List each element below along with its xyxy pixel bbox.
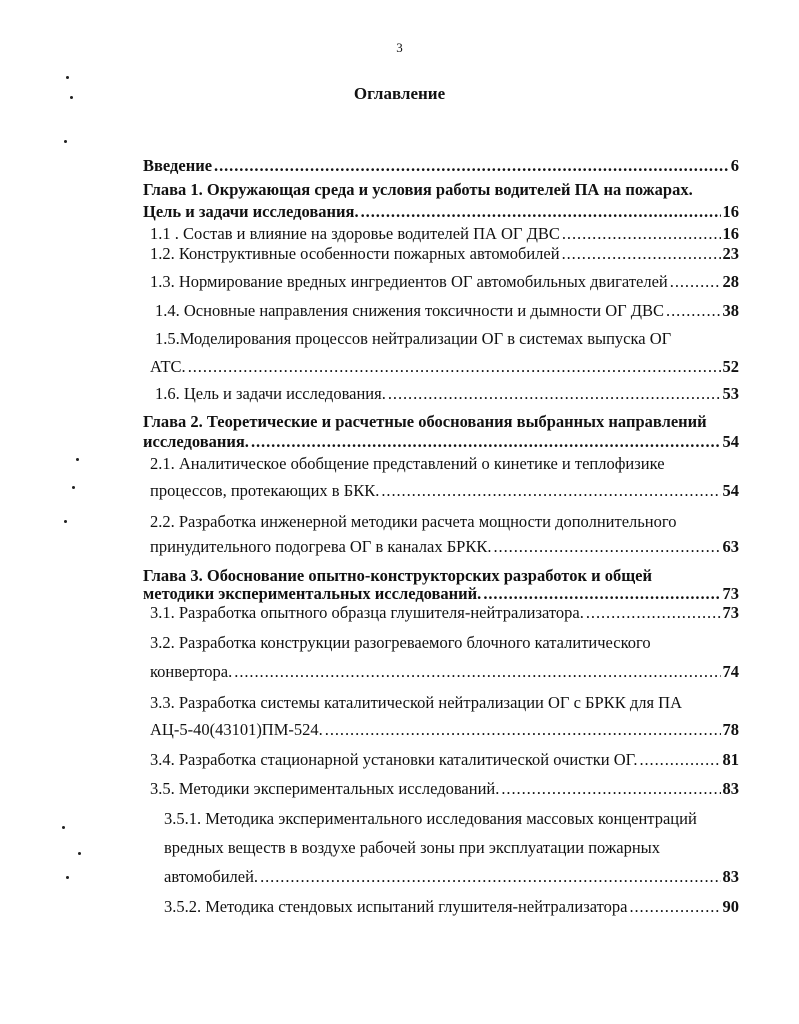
leader-dots (562, 244, 721, 264)
toc-entry-text: 3.2. Разработка конструкции разогреваемого блочного каталитического (150, 633, 651, 652)
toc-entry-text: 2.2. Разработка инженерной методики расчета мощности дополнительного (150, 512, 677, 531)
toc-entry-page: 73 (722, 584, 739, 603)
toc-entry-text: АТС. (150, 357, 186, 376)
toc-section-2-2 (150, 537, 739, 557)
toc-entry-text: АЦ-5-40(43101)ПМ-524. (150, 720, 323, 739)
leader-dots (234, 662, 720, 682)
leader-dots (483, 584, 720, 604)
toc-section-3-5-1-title (164, 809, 739, 829)
toc-entry-page: 73 (722, 603, 739, 622)
toc-section-1-4 (155, 301, 739, 321)
toc-entry-text: 3.1. Разработка опытного образца глушителя-нейтрализатора. (150, 603, 584, 622)
toc-entry-text: 1.2. Конструктивные особенности пожарных автомобилей (150, 244, 560, 263)
toc-section-3-1 (150, 603, 739, 623)
toc-section-3-3 (150, 720, 739, 740)
leader-dots (325, 720, 721, 740)
leader-dots (586, 603, 721, 623)
leader-dots (639, 750, 720, 770)
toc-section-3-3-title (150, 693, 739, 713)
leader-dots (188, 357, 721, 377)
scan-speck (62, 826, 65, 829)
scan-speck (78, 852, 81, 855)
leader-dots (251, 432, 721, 452)
toc-entry-text: 3.3. Разработка системы каталитической нейтрализации ОГ с БРКК для ПА (150, 693, 682, 712)
toc-entry-page: 6 (730, 156, 739, 175)
toc-section-2-1 (150, 481, 739, 501)
toc-entry-page: 38 (722, 301, 739, 320)
scan-speck (70, 96, 73, 99)
toc-entry-text: Глава 1. Окружающая среда и условия работы водителей ПА на пожарах. (143, 180, 693, 199)
leader-dots (388, 384, 721, 404)
toc-entry-text: Глава 3. Обоснование опытно-конструкторских разработок и общей (143, 566, 652, 585)
toc-entry-page: 53 (722, 384, 739, 403)
toc-entry-text: 2.1. Аналитическое обобщение представлений о кинетике и теплофизике (150, 454, 665, 473)
leader-dots (666, 301, 720, 321)
toc-section-1-3 (150, 272, 739, 292)
scan-speck (66, 876, 69, 879)
toc-title: Оглавление (353, 84, 446, 103)
toc-section-1-5-title (155, 329, 739, 349)
leader-dots (670, 272, 721, 292)
toc-entry-page: 83 (722, 867, 739, 886)
toc-entry-text: Введение (143, 156, 213, 175)
toc-entry-page: 83 (722, 779, 739, 798)
toc-section-3-5-1 (164, 867, 739, 887)
toc-section-3-5-1-title-cont (164, 838, 739, 858)
toc-section-1-6 (155, 384, 739, 404)
toc-section-3-2 (150, 662, 739, 682)
toc-entry-text: 1.4. Основные направления снижения токсичности и дымности ОГ ДВС (155, 301, 665, 320)
leader-dots (361, 202, 721, 222)
leader-dots (214, 156, 729, 176)
toc-entry-page: 90 (722, 897, 739, 916)
toc-entry-text: 3.5.2. Методика стендовых испытаний глушителя-нейтрализатора (164, 897, 628, 916)
toc-entry-page: 78 (722, 720, 739, 739)
toc-entry-text: методики экспериментальных исследований. (143, 584, 482, 603)
toc-entry-text: Глава 2. Теоретические и расчетные обоснования выбранных направлений (143, 412, 707, 431)
toc-chapter-1 (143, 202, 739, 222)
toc-entry-page: 54 (722, 432, 739, 451)
toc-entry-page: 52 (722, 357, 739, 376)
toc-section-3-2-title (150, 633, 739, 653)
toc-entry-text: 3.5.1. Методика экспериментального исследования массовых концентраций (164, 809, 697, 828)
leader-dots (629, 897, 720, 917)
toc-entry-text: принудительного подогрева ОГ в каналах БРКК. (150, 537, 492, 556)
toc-section-3-5-2 (164, 897, 739, 917)
toc-entry-page: 63 (722, 537, 739, 556)
toc-chapter-2-title (143, 412, 739, 432)
leader-dots (494, 537, 721, 557)
leader-dots (381, 481, 720, 501)
scan-speck (72, 486, 75, 489)
toc-entry-page: 16 (722, 202, 739, 221)
scan-speck (64, 140, 67, 143)
toc-section-1-5 (150, 357, 739, 377)
toc-entry-page: 28 (722, 272, 739, 291)
scan-speck (66, 76, 69, 79)
toc-section-1-2 (150, 244, 739, 264)
toc-entry-text: 3.5. Методики экспериментальных исследований. (150, 779, 500, 798)
toc-entry-text: 1.1 . Состав и влияние на здоровье водителей ПА ОГ ДВС (150, 224, 560, 243)
scan-speck (64, 520, 67, 523)
leader-dots (501, 779, 720, 799)
toc-entry-text: 1.3. Нормирование вредных ингредиентов ОГ автомобильных двигателей (150, 272, 668, 291)
toc-section-3-5 (150, 779, 739, 799)
toc-entry-text: исследования. (143, 432, 249, 451)
toc-entry-text: 3.4. Разработка стационарной установки каталитической очистки ОГ. (150, 750, 638, 769)
toc-entry-page: 23 (722, 244, 739, 263)
toc-section-2-1-title (150, 454, 739, 474)
toc-chapter-2 (143, 432, 739, 452)
toc-entry-text: процессов, протекающих в БКК. (150, 481, 380, 500)
toc-chapter-1-title (143, 180, 739, 200)
toc-entry-text: вредных веществ в воздухе рабочей зоны при эксплуатации пожарных (164, 838, 661, 857)
toc-section-1-1 (150, 224, 739, 244)
toc-entry-page: 16 (722, 224, 739, 243)
toc-entry-text: Цель и задачи исследования. (143, 202, 359, 221)
page-number: 3 (396, 40, 403, 55)
leader-dots (260, 867, 720, 887)
toc-entry-page: 81 (722, 750, 739, 769)
toc-entry-text: 1.5.Моделирования процессов нейтрализации ОГ в системах выпуска ОГ (155, 329, 672, 348)
toc-section-3-4 (150, 750, 739, 770)
toc-entry-intro (143, 156, 739, 176)
toc-entry-text: конвертора. (150, 662, 233, 681)
scan-speck (76, 458, 79, 461)
leader-dots (562, 224, 721, 244)
toc-entry-text: автомобилей. (164, 867, 259, 886)
toc-entry-page: 54 (722, 481, 739, 500)
toc-section-2-2-title (150, 512, 739, 532)
toc-chapter-3 (143, 584, 739, 604)
toc-chapter-3-title (143, 566, 739, 586)
toc-entry-text: 1.6. Цель и задачи исследования. (155, 384, 386, 403)
toc-entry-page: 74 (722, 662, 739, 681)
